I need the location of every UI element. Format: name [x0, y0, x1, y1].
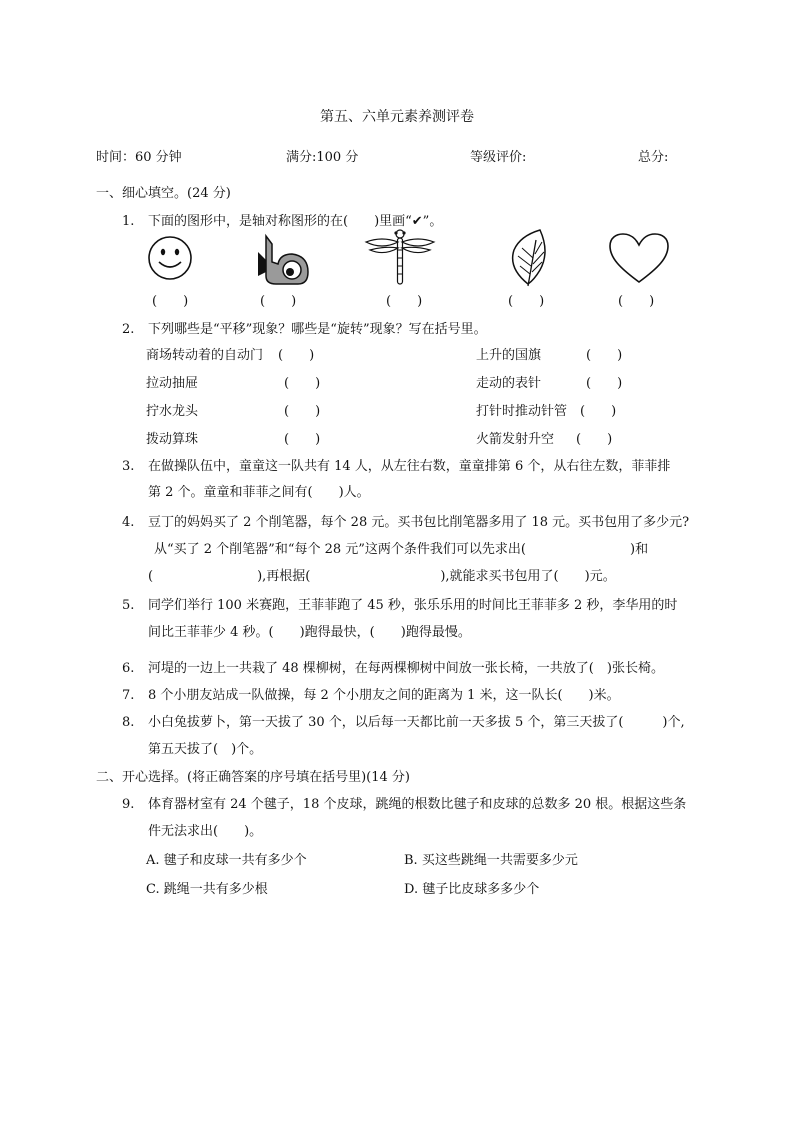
q2-text: 下列哪些是“平移”现象？哪些是“旋转”现象？写在括号里。	[148, 322, 487, 337]
q2-right-blank[interactable]: ( )	[576, 432, 613, 447]
q4-line2: 从“买了 2 个削笔器”和“每个 28 元”这两个条件我们可以先求出( )和	[154, 542, 649, 557]
q1	[122, 210, 442, 229]
q2-right-label: 上升的国旗	[476, 348, 542, 363]
q2-number: 2.	[122, 322, 135, 337]
q5-line2: 间比王菲菲少 4 秒。( )跑得最快，( )跑得最慢。	[148, 625, 471, 640]
q3-line1: 在做操队伍中，童童这一队共有 14 人，从左往右数，童童排第 6 个，从右往左数，菲菲排	[148, 459, 671, 474]
q3-line2: 第 2 个。童童和菲菲之间有( )人。	[148, 485, 370, 500]
stylized-logo-icon	[252, 232, 312, 288]
q9-line1: 体育器材室有 24 个毽子，18 个皮球，跳绳的根数比毽子和皮球的总数多 20 根。根据这些条	[148, 797, 687, 812]
q7	[122, 684, 620, 703]
smiley-face-icon	[146, 232, 194, 284]
q2-left-blank[interactable]: ( )	[278, 348, 315, 363]
q2-right-label: 打针时推动针管	[476, 404, 568, 419]
q4-line3: ( ),再根据( ),就能求买书包用了( )元。	[148, 569, 616, 584]
q2-left-blank[interactable]: ( )	[284, 432, 321, 447]
q1-text: 下面的图形中，是轴对称图形的在( )里画“✔”。	[148, 214, 443, 229]
q2-left-item	[146, 400, 198, 419]
q4-number: 4.	[122, 515, 135, 530]
full-score-label: 满分:100 分	[286, 150, 359, 165]
option-d[interactable]: D. 毽子比皮球多多少个	[404, 882, 540, 897]
dragonfly-icon	[362, 228, 438, 286]
q2-right-label: 走动的表针	[476, 376, 542, 391]
q2-right-blank[interactable]: ( )	[586, 376, 623, 391]
q2-right-item	[476, 400, 567, 419]
q9	[122, 793, 686, 812]
option-a[interactable]: A. 毽子和皮球一共有多少个	[146, 853, 307, 868]
q6-number: 6.	[122, 661, 135, 676]
q2-left-label: 拧水龙头	[146, 404, 199, 419]
q2-left-label: 拨动算珠	[146, 432, 199, 447]
q9-line2: 件无法求出( )。	[148, 824, 263, 839]
q8-number: 8.	[122, 715, 135, 730]
q2-right-item	[476, 428, 554, 447]
leaf-icon	[506, 228, 550, 288]
section2-title: 二、开心选择。(将正确答案的序号填在括号里)(14 分)	[96, 770, 410, 785]
q2-left-item	[146, 428, 198, 447]
total-label: 总分:	[638, 150, 669, 165]
q8-line2: 第五天拔了( )个。	[148, 742, 263, 757]
q5-number: 5.	[122, 598, 135, 613]
q7-number: 7.	[122, 688, 135, 703]
q2-left-blank[interactable]: ( )	[284, 376, 321, 391]
q5-line1: 同学们举行 100 米赛跑，王菲菲跑了 45 秒，张乐乐用的时间比王菲菲多 2 秒，李华用的时	[148, 598, 678, 613]
q7-text: 8 个小朋友站成一队做操，每 2 个小朋友之间的距离为 1 米，这一队长( )米。	[148, 688, 620, 703]
q2-left-item	[146, 344, 263, 363]
page-title: 第五、六单元素养测评卷	[320, 109, 474, 125]
q2-right-item	[476, 344, 541, 363]
q2-right-blank[interactable]: ( )	[580, 404, 617, 419]
q3-number: 3.	[122, 459, 135, 474]
grade-label: 等级评价:	[470, 150, 527, 165]
q1-blank-2[interactable]: ( )	[260, 294, 297, 309]
q2-right-blank[interactable]: ( )	[586, 348, 623, 363]
option-c[interactable]: C. 跳绳一共有多少根	[146, 882, 268, 897]
q2-left-label: 商场转动着的自动门	[146, 348, 264, 363]
q9-number: 9.	[122, 797, 135, 812]
section1-title: 一、细心填空。(24 分)	[96, 186, 231, 201]
q2	[122, 318, 487, 337]
q1-blank-5[interactable]: ( )	[618, 294, 655, 309]
q1-number: 1.	[122, 214, 135, 229]
q6	[122, 657, 664, 676]
time-label: 时间：60 分钟	[96, 150, 182, 165]
q4-line1: 豆丁的妈妈买了 2 个削笔器，每个 28 元。买书包比削笔器多用了 18 元。买书包用了多少元?	[148, 515, 690, 530]
q8	[122, 711, 685, 730]
q8-line1: 小白兔拔萝卜，第一天拔了 30 个，以后每一天都比前一天多拔 5 个，第三天拔了( )个,	[148, 715, 685, 730]
option-b[interactable]: B. 买这些跳绳一共需要多少元	[404, 853, 578, 868]
q1-blank-1[interactable]: ( )	[152, 294, 189, 309]
q2-left-blank[interactable]: ( )	[284, 404, 321, 419]
q1-blank-3[interactable]: ( )	[386, 294, 423, 309]
q1-blank-4[interactable]: ( )	[508, 294, 545, 309]
q5	[122, 594, 677, 613]
q2-left-label: 拉动抽屉	[146, 376, 199, 391]
q2-right-item	[476, 372, 541, 391]
q3	[122, 455, 670, 474]
q6-text: 河堤的一边上一共栽了 48 棵柳树，在每两棵柳树中间放一张长椅，一共放了( )张长椅。	[148, 661, 664, 676]
q4	[122, 511, 689, 530]
q2-right-label: 火箭发射升空	[476, 432, 555, 447]
heart-icon	[608, 232, 670, 286]
q2-left-item	[146, 372, 198, 391]
